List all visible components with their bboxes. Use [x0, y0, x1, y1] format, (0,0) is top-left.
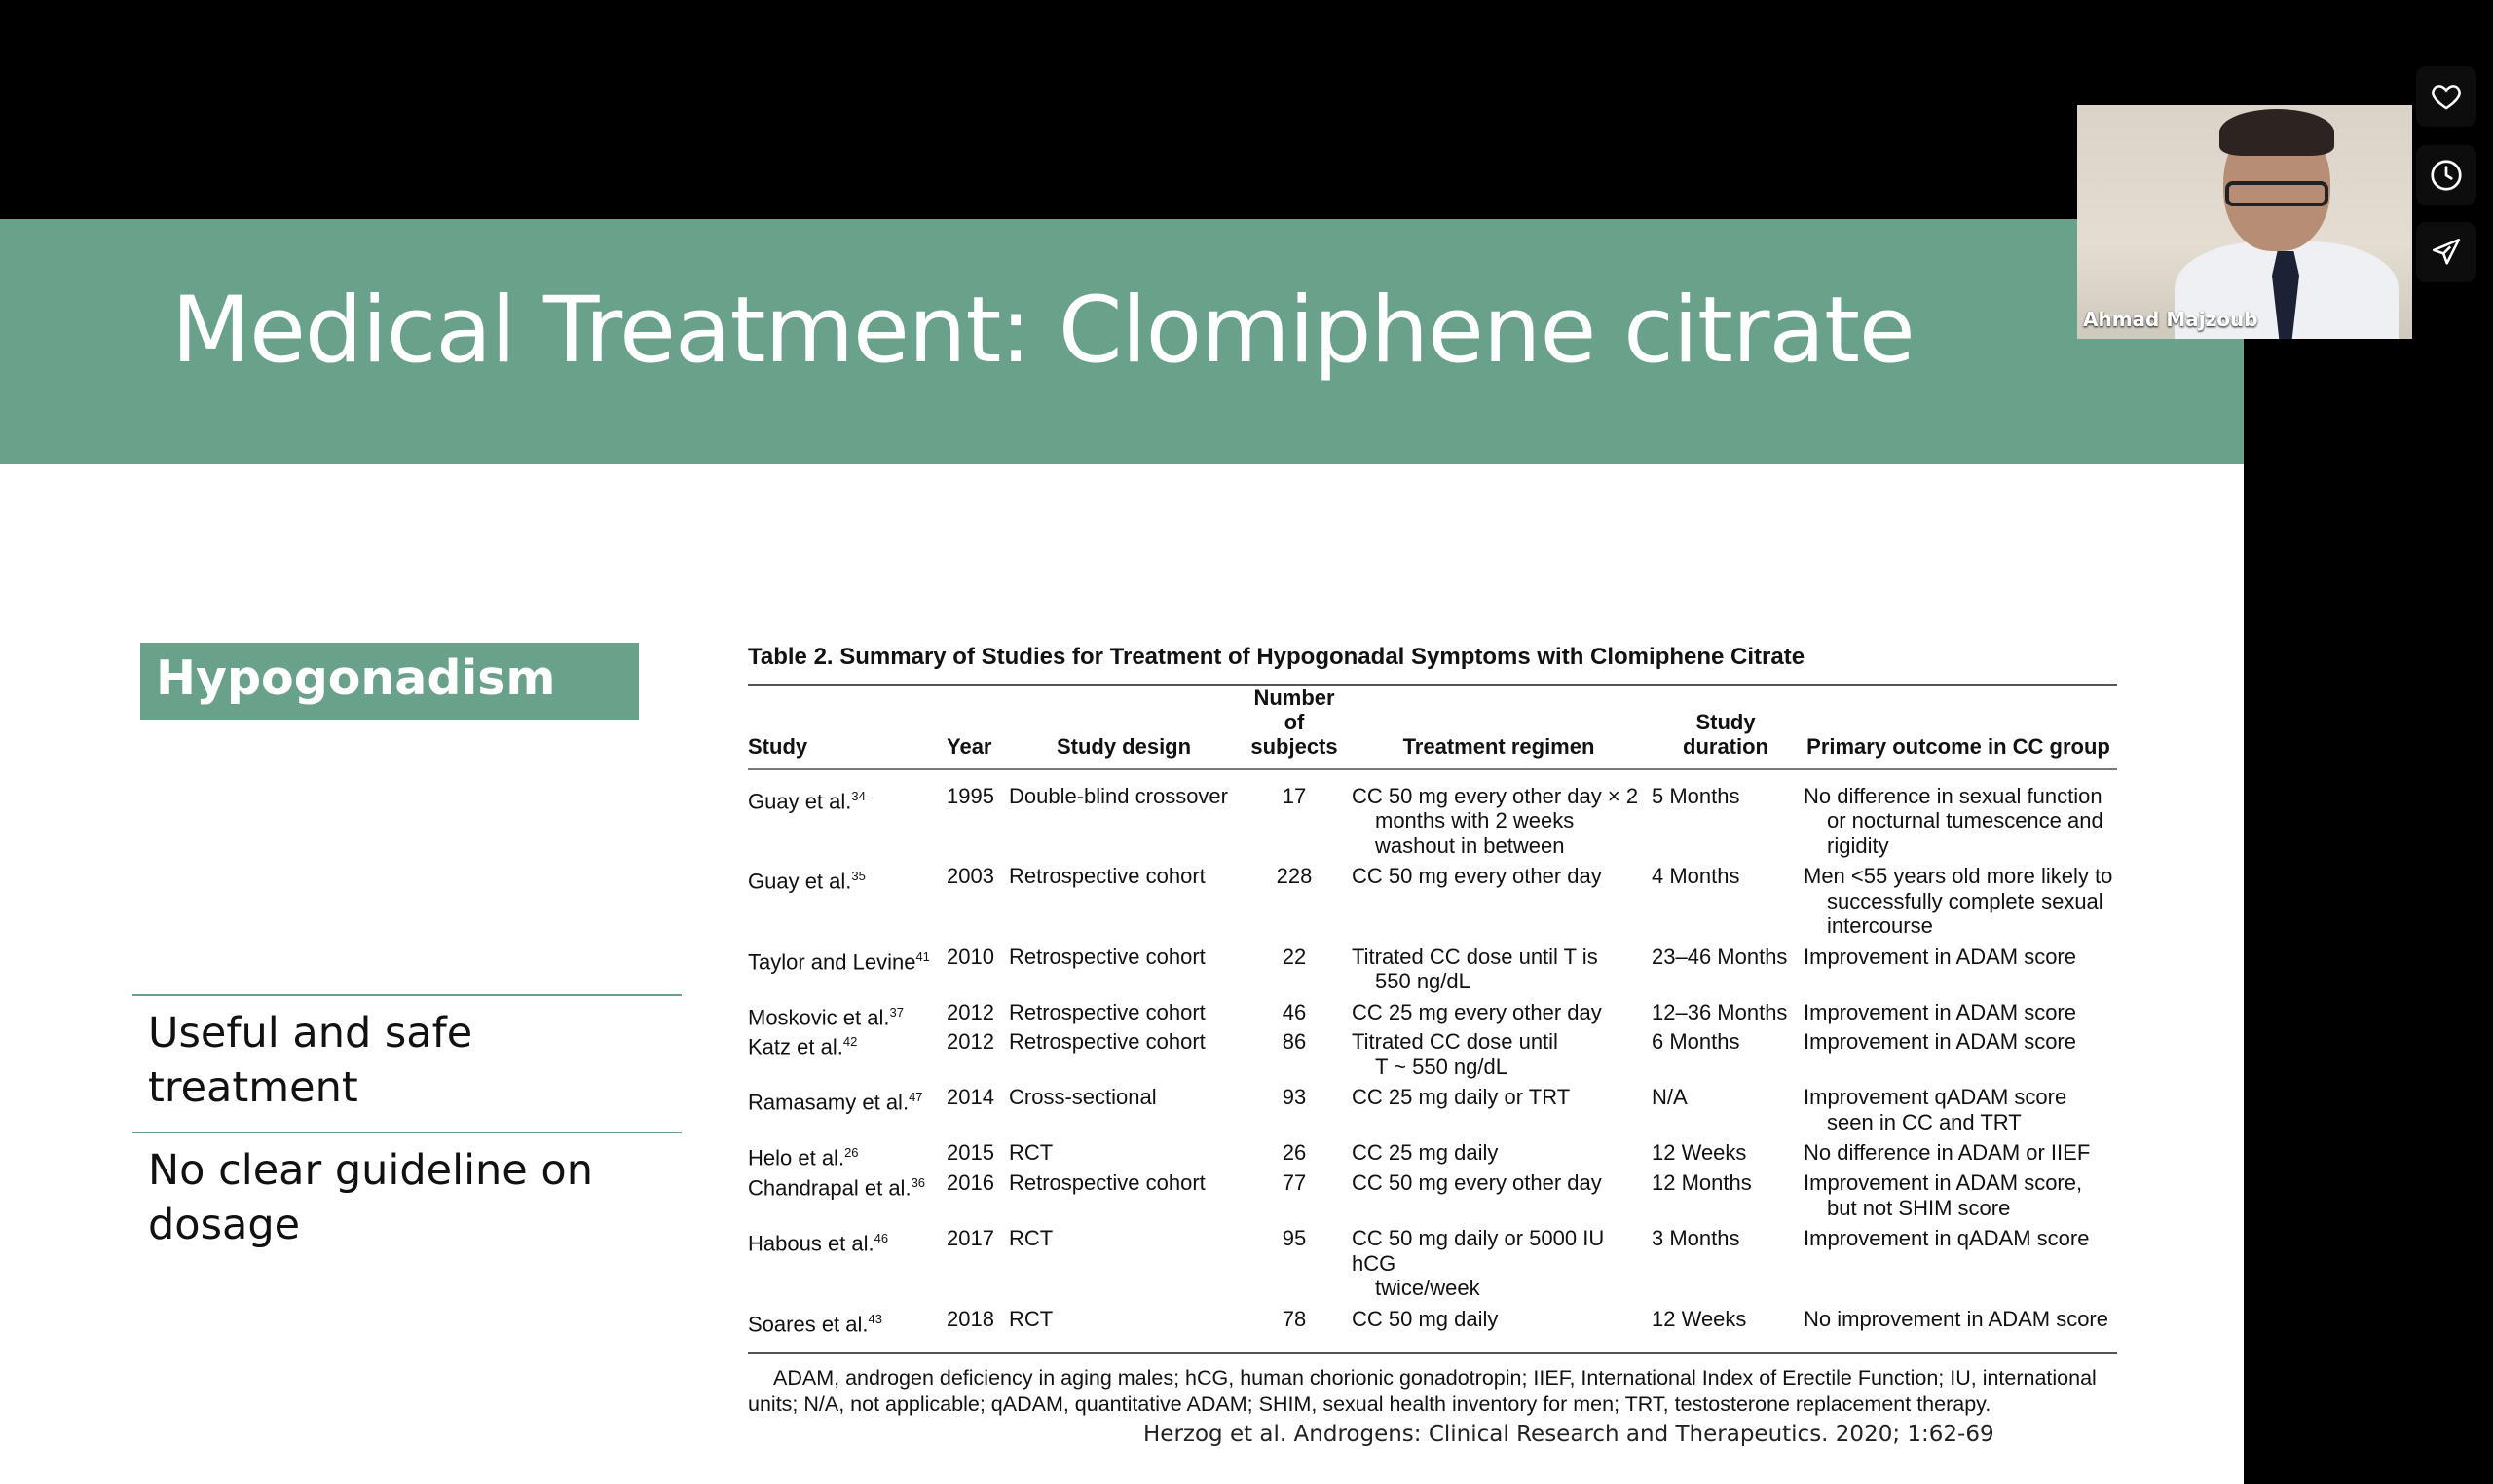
- like-button[interactable]: [2416, 66, 2476, 127]
- cell-outcome: Men <55 years old more likely to successfully complete sexual intercourse: [1804, 864, 2113, 938]
- cell-duration: 23–46 Months: [1652, 944, 1788, 969]
- cell-design: Retrospective cohort: [1009, 944, 1206, 969]
- clock-icon: [2429, 158, 2464, 193]
- cell-duration: 12–36 Months: [1652, 999, 1788, 1024]
- cell-subjects: 17: [1282, 783, 1307, 808]
- cell-outcome: No improvement in ADAM score: [1804, 1306, 2108, 1331]
- cell-duration: 5 Months: [1652, 783, 1740, 808]
- cell-outcome: Improvement in qADAM score: [1804, 1226, 2090, 1251]
- table-row: [748, 1307, 2117, 1343]
- section-label: Hypogonadism: [156, 650, 556, 706]
- cell-design: RCT: [1009, 1306, 1054, 1331]
- send-icon: [2430, 236, 2463, 269]
- table-footnote: ADAM, androgen deficiency in aging males; hCG, human chorionic gonadotropin; IIEF, International Index of Erectile Function; IU, international units; N/A, not applicable; qADAM, quantitative ADAM; SHIM, sexual health inventory for men; TRT, testosterone replacement therapy.: [748, 1366, 2097, 1417]
- header-study: Study: [748, 734, 808, 759]
- bullet-useful-safe: Useful and safe treatment: [148, 1009, 473, 1112]
- cell-regimen: Titrated CC dose until T ~ 550 ng/dL: [1352, 1029, 1558, 1079]
- history-button[interactable]: [2416, 145, 2476, 205]
- cell-regimen: CC 25 mg daily or TRT: [1352, 1085, 1571, 1110]
- cell-regimen: CC 50 mg every other day: [1352, 1170, 1602, 1196]
- cell-study: Katz et al.$^{42}$: [748, 1034, 858, 1059]
- table-row: [748, 1029, 2117, 1085]
- cell-design: Retrospective cohort: [1009, 1170, 1206, 1196]
- table-bottom-rule: [748, 1352, 2117, 1354]
- cell-duration: 12 Weeks: [1652, 1306, 1747, 1331]
- header-design: Study design: [1056, 734, 1192, 759]
- cell-regimen: CC 50 mg daily: [1352, 1306, 1499, 1331]
- header-regimen: Treatment regimen: [1402, 734, 1595, 759]
- cell-year: 2014: [947, 1085, 994, 1110]
- cell-subjects: 86: [1282, 1029, 1307, 1055]
- bullet-divider: [132, 1132, 682, 1133]
- cell-regimen: Titrated CC dose until T is 550 ng/dL: [1352, 944, 1598, 993]
- table-row: [748, 1000, 2117, 1030]
- cell-regimen: CC 50 mg every other day: [1352, 864, 1602, 888]
- share-button[interactable]: [2416, 222, 2476, 282]
- table-row: [748, 1170, 2117, 1226]
- cell-subjects: 93: [1282, 1085, 1307, 1110]
- source-citation: Herzog et al. Androgens: Clinical Research and Therapeutics. 2020; 1:62-69: [1143, 1422, 1994, 1447]
- cell-regimen: CC 25 mg daily: [1352, 1140, 1499, 1166]
- cell-outcome: Improvement in ADAM score: [1804, 999, 2076, 1024]
- heart-icon: [2430, 80, 2463, 113]
- presenter-glasses: [2225, 181, 2328, 206]
- cell-design: Retrospective cohort: [1009, 1029, 1206, 1055]
- table-title: Table 2. Summary of Studies for Treatment of Hypogonadal Symptoms with Clomiphene Citrate: [748, 644, 1805, 670]
- cell-year: 2012: [947, 999, 994, 1024]
- cell-regimen: CC 50 mg every other day × 2 months with 2 weeks washout in between: [1352, 783, 1639, 858]
- cell-regimen: CC 50 mg daily or 5000 IU hCG twice/week: [1352, 1226, 1605, 1301]
- cell-subjects: 95: [1282, 1226, 1307, 1251]
- cell-year: 2018: [947, 1306, 994, 1331]
- cell-study: Guay et al.$^{35}$: [748, 869, 866, 894]
- header-subjects: Number of subjects: [1250, 686, 1338, 759]
- cell-year: 1995: [947, 783, 994, 808]
- table-row: [748, 1085, 2117, 1140]
- cell-duration: 12 Months: [1652, 1170, 1752, 1196]
- presentation-slide: [0, 219, 2244, 1484]
- title-banner: [0, 219, 2244, 464]
- presenter-video-tile[interactable]: [2077, 105, 2412, 339]
- cell-design: Double-blind crossover: [1009, 783, 1228, 808]
- cell-duration: 12 Weeks: [1652, 1140, 1747, 1166]
- study-summary-table: [748, 644, 2117, 1418]
- cell-study: Chandrapal et al.$^{36}$: [748, 1175, 926, 1201]
- cell-subjects: 228: [1276, 864, 1313, 888]
- cell-study: Moskovic et al.$^{37}$: [748, 1004, 904, 1029]
- table-row: [748, 1140, 2117, 1170]
- cell-outcome: Improvement in ADAM score: [1804, 1029, 2076, 1055]
- section-label-box: [140, 643, 639, 720]
- cell-design: RCT: [1009, 1140, 1054, 1166]
- table-row: [748, 945, 2117, 1000]
- cell-outcome: No difference in ADAM or IIEF: [1804, 1140, 2091, 1166]
- cell-study: Ramasamy et al.$^{47}$: [748, 1090, 923, 1115]
- cell-design: Retrospective cohort: [1009, 864, 1206, 888]
- presenter-hair: [2219, 109, 2334, 156]
- cell-study: Habous et al.$^{46}$: [748, 1231, 889, 1256]
- cell-year: 2015: [947, 1140, 994, 1166]
- table-row: [748, 864, 2117, 945]
- cell-duration: 4 Months: [1652, 864, 1740, 888]
- cell-year: 2003: [947, 864, 994, 888]
- header-outcome: Primary outcome in CC group: [1806, 734, 2110, 759]
- cell-subjects: 22: [1282, 944, 1307, 969]
- cell-design: Cross-sectional: [1009, 1085, 1157, 1110]
- cell-study: Taylor and Levine$^{41}$: [748, 948, 930, 974]
- cell-subjects: 77: [1282, 1170, 1307, 1196]
- header-duration: Study duration: [1683, 710, 1768, 759]
- cell-outcome: Improvement in ADAM score, but not SHIM score: [1804, 1170, 2083, 1220]
- cell-outcome: No difference in sexual function or nocturnal tumescence and rigidity: [1804, 783, 2103, 858]
- cell-year: 2012: [947, 1029, 994, 1055]
- cell-duration: 3 Months: [1652, 1226, 1740, 1251]
- cell-design: Retrospective cohort: [1009, 999, 1206, 1024]
- presenter-name: Ahmad Majzoub: [2083, 308, 2258, 331]
- bullet-no-guideline: No clear guideline on dosage: [148, 1146, 593, 1249]
- cell-duration: 6 Months: [1652, 1029, 1740, 1055]
- cell-subjects: 26: [1282, 1140, 1307, 1166]
- header-rule: [748, 768, 2117, 770]
- cell-outcome: Improvement in ADAM score: [1804, 944, 2076, 969]
- studies-table: [748, 686, 2117, 1342]
- cell-year: 2010: [947, 944, 994, 969]
- cell-study: Soares et al.$^{43}$: [748, 1311, 882, 1336]
- cell-year: 2017: [947, 1226, 994, 1251]
- cell-subjects: 78: [1282, 1306, 1307, 1331]
- cell-outcome: Improvement qADAM score seen in CC and TRT: [1804, 1085, 2067, 1134]
- bullet-divider: [132, 994, 682, 996]
- cell-study: Helo et al.$^{26}$: [748, 1145, 859, 1170]
- cell-duration: N/A: [1652, 1085, 1688, 1110]
- table-row: [748, 1226, 2117, 1307]
- cell-design: RCT: [1009, 1226, 1054, 1251]
- table-row: [748, 784, 2117, 865]
- cell-year: 2016: [947, 1170, 994, 1196]
- cell-study: Guay et al.$^{34}$: [748, 788, 866, 813]
- cell-regimen: CC 25 mg every other day: [1352, 999, 1602, 1024]
- header-year: Year: [947, 734, 992, 759]
- cell-subjects: 46: [1282, 999, 1307, 1024]
- slide-title: Medical Treatment: Clomiphene citrate: [171, 278, 1915, 384]
